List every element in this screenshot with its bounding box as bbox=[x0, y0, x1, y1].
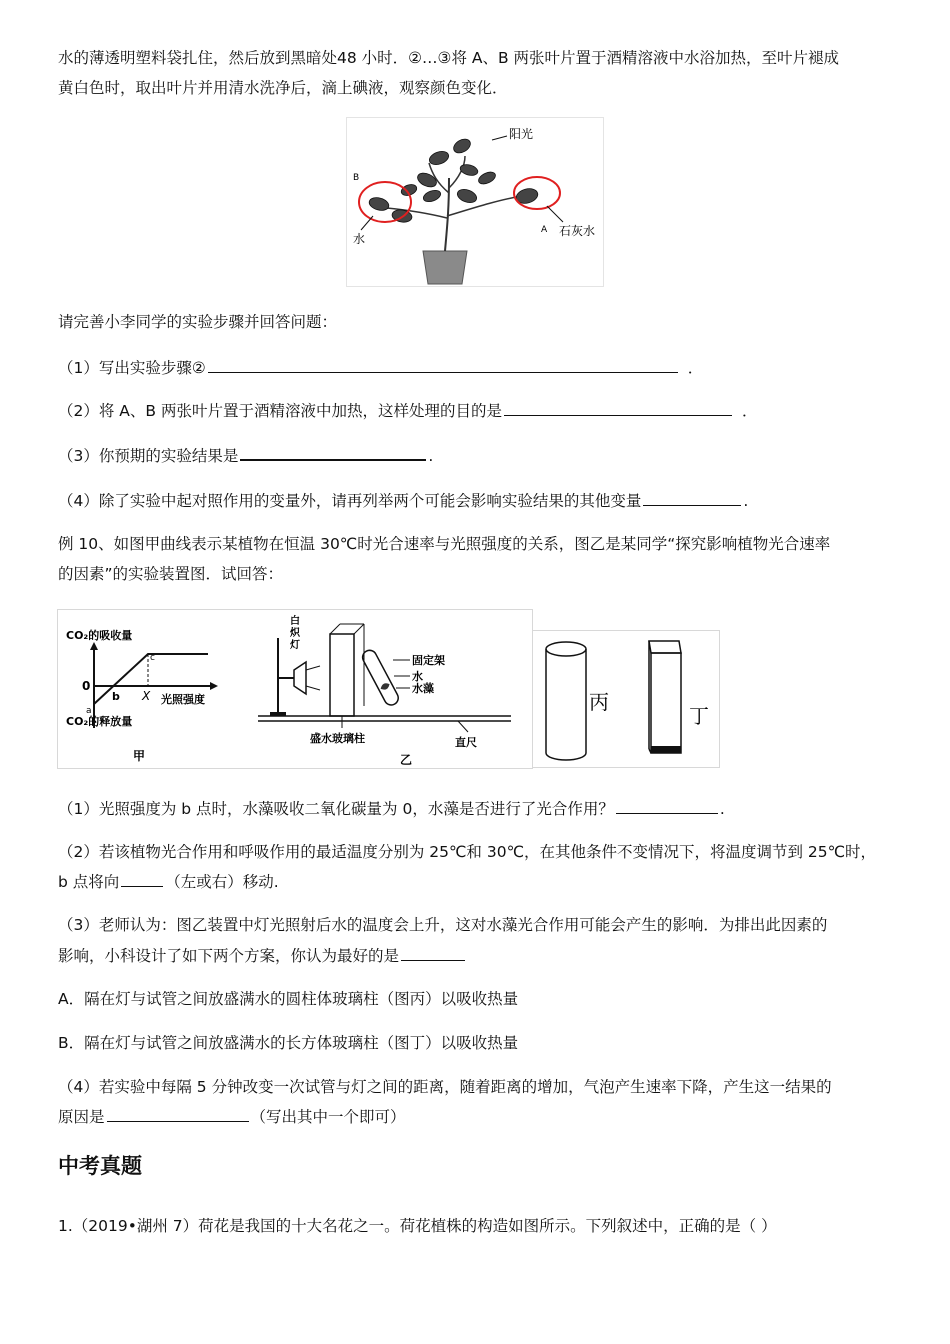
q9-1-end: ． bbox=[687, 359, 704, 377]
point-b-label: b bbox=[112, 690, 120, 703]
q9-4-end: . bbox=[743, 492, 749, 510]
lamp-label-1: 白 bbox=[290, 616, 300, 627]
q9-3-text: （3）你预期的实验结果是 bbox=[58, 447, 239, 465]
column-label: 盛水玻璃柱 bbox=[310, 732, 365, 745]
plant-experiment-figure bbox=[346, 117, 604, 287]
intro-line-2: 黄白色时，取出叶片并用清水洗净后，滴上碘液，观察颜色变化． bbox=[58, 79, 508, 97]
plant-leaves bbox=[368, 136, 540, 223]
q10-item-1 bbox=[58, 797, 725, 820]
column-shapes-figure bbox=[532, 630, 720, 768]
q10-item-4-line-1: （4）若实验中每隔 5 分钟改变一次试管与灯之间的距离，随着距离的增加，气泡产生速率下降，产生这一结果的 bbox=[58, 1078, 832, 1096]
question-intro: 请完善小李同学的实验步骤并回答问题： bbox=[58, 313, 338, 331]
box-ding bbox=[649, 641, 709, 753]
lamp-label-2: 炽 bbox=[290, 628, 300, 639]
q9-2-text: （2）将 A、B 两张叶片置于酒精溶液中加热，这样处理的目的是 bbox=[58, 402, 502, 420]
q10-item-2-line-2 bbox=[58, 870, 279, 893]
origin-label: 0 bbox=[82, 679, 91, 693]
lamp-icon bbox=[294, 662, 306, 694]
caption-jia: 甲 bbox=[133, 749, 146, 763]
answer-blank[interactable] bbox=[643, 489, 741, 506]
label-ding: 丁 bbox=[689, 704, 709, 728]
option-b: B．隔在灯与试管之间放盛满水的长方体玻璃柱（图丁）以吸收热量 bbox=[58, 1034, 519, 1052]
ruler-label: 直尺 bbox=[455, 736, 477, 749]
plant-drawing bbox=[347, 118, 603, 286]
intro-line-1: 水的薄透明塑料袋扎住，然后放到黑暗处48 小时．②…③将 A、B 两张叶片置于酒精溶液中水浴加热，至叶片褪成 bbox=[58, 49, 840, 67]
answer-blank[interactable] bbox=[401, 944, 465, 961]
q10-1-text: （1）光照强度为 b 点时，水藻吸收二氧化碳量为 0，水藻是否进行了光合作用？ bbox=[58, 800, 614, 818]
q9-4-text: （4）除了实验中起对照作用的变量外，请再列举两个可能会影响实验结果的其他变量 bbox=[58, 492, 642, 510]
column-shapes bbox=[533, 631, 719, 767]
point-c-label: c bbox=[150, 653, 155, 663]
cylinder-bing bbox=[546, 642, 609, 760]
graph-and-apparatus bbox=[58, 610, 532, 768]
q9-item-1 bbox=[58, 356, 703, 379]
q10-4-post: （写出其中一个即可） bbox=[250, 1108, 406, 1126]
label-bing: 丙 bbox=[589, 690, 609, 714]
y-axis-top-label: CO₂的吸收量 bbox=[66, 629, 133, 642]
q9-item-2 bbox=[58, 399, 757, 422]
ex10-line-2: 的因素”的实验装置图．试回答： bbox=[58, 565, 284, 583]
q10-item-3-line-2 bbox=[58, 944, 467, 967]
glass-column bbox=[330, 634, 354, 716]
x-axis-label: 光照强度 bbox=[161, 693, 205, 706]
answer-blank[interactable] bbox=[208, 356, 678, 373]
q10-3-text: 影响，小科设计了如下两个方案，你认为最好的是 bbox=[58, 947, 400, 965]
y-axis-bottom-label: CO₂的释放量 bbox=[66, 715, 133, 728]
point-a-label: a bbox=[86, 706, 92, 716]
label-water: 水 bbox=[353, 232, 366, 246]
q10-item-4-line-2 bbox=[58, 1105, 406, 1128]
test-tube bbox=[360, 648, 401, 708]
point-x-label: X bbox=[142, 689, 151, 703]
q9-item-3 bbox=[58, 443, 433, 467]
q9-2-end: ． bbox=[741, 402, 758, 420]
q10-item-3-line-1: （3）老师认为：图乙装置中灯光照射后水的温度会上升，这对水藻光合作用可能会产生的影响．为排出此因素的 bbox=[58, 916, 828, 934]
q10-item-2-line-1: （2）若该植物光合作用和呼吸作用的最适温度分别为 25℃和 30℃，在其他条件不变情况下，将温度调节到 25℃时， bbox=[58, 843, 877, 861]
answer-blank[interactable] bbox=[240, 443, 426, 461]
q9-3-end: . bbox=[428, 447, 434, 465]
algae-label: 水藻 bbox=[412, 682, 434, 695]
section-heading: 中考真题 bbox=[58, 1154, 142, 1178]
flower-pot bbox=[423, 251, 467, 284]
answer-blank[interactable] bbox=[616, 797, 718, 814]
stand-label: 固定架 bbox=[412, 654, 445, 667]
apparatus-yi bbox=[258, 614, 511, 767]
answer-blank[interactable] bbox=[121, 870, 163, 887]
q10-4-pre: 原因是 bbox=[58, 1108, 105, 1126]
label-limewater: 石灰水 bbox=[559, 224, 596, 238]
light-experiment-figure bbox=[57, 609, 533, 769]
q10-2-post: （左或右）移动. bbox=[165, 873, 279, 891]
label-b: B bbox=[353, 173, 360, 183]
water-label: 水 bbox=[412, 670, 423, 683]
q10-1-end: . bbox=[719, 800, 725, 818]
real-question-1: 1.（2019•湖州 7）荷花是我国的十大名花之一。荷花植株的构造如图所示。下列叙述中，正确的是（ ） bbox=[58, 1217, 777, 1235]
q10-2-pre: b 点将向 bbox=[58, 873, 120, 891]
q9-1-text: （1）写出实验步骤② bbox=[58, 359, 206, 377]
label-a: A bbox=[541, 225, 548, 235]
ex10-line-1: 例 10、如图甲曲线表示某植物在恒温 30℃时光合速率与光照强度的关系，图乙是某同学“探究影响植物光合速率 bbox=[58, 535, 831, 553]
q9-item-4 bbox=[58, 489, 748, 512]
lamp-label-3: 灯 bbox=[290, 640, 300, 651]
option-a: A．隔在灯与试管之间放盛满水的圆柱体玻璃柱（图丙）以吸收热量 bbox=[58, 990, 519, 1008]
caption-yi: 乙 bbox=[400, 753, 413, 767]
label-sun: 阳光 bbox=[509, 127, 534, 141]
graph-jia bbox=[66, 628, 218, 763]
answer-blank[interactable] bbox=[504, 399, 732, 416]
answer-blank[interactable] bbox=[107, 1105, 249, 1122]
